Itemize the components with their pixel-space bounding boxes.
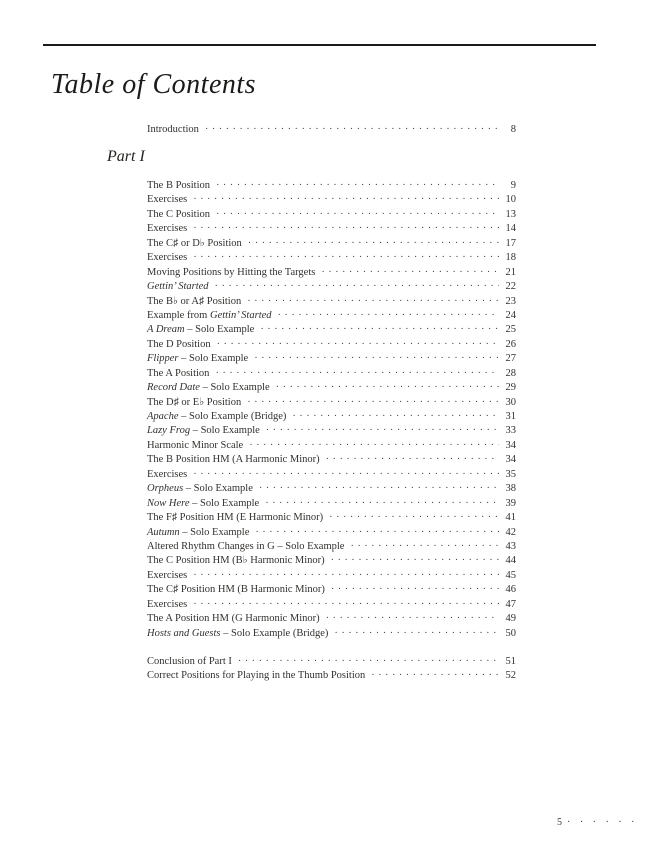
toc-row [147, 338, 516, 352]
toc-entry-page: 22 [505, 281, 516, 293]
dot-leader [292, 410, 499, 424]
dot-leader [326, 612, 499, 626]
toc-row [147, 424, 516, 438]
dot-leader [331, 583, 499, 597]
toc-row [147, 251, 516, 265]
dot-leader [193, 569, 499, 583]
part-heading: Part I [107, 148, 145, 165]
toc-row [147, 352, 516, 366]
toc-entry-page: 33 [505, 425, 516, 437]
toc-entry-page: 23 [505, 295, 516, 307]
toc-entry-label: Introduction [147, 124, 199, 135]
toc-row [147, 123, 516, 137]
dot-leader [247, 396, 499, 410]
toc-entry-page: 39 [505, 497, 516, 509]
toc-entry-label: Exercises [147, 468, 188, 480]
toc-entry-label: The D♯ or E♭ Position [147, 396, 242, 408]
dot-leader [321, 266, 499, 280]
toc-entry-page: 8 [510, 124, 516, 135]
toc-row [147, 540, 516, 554]
toc-entry-label: Exercises [147, 194, 188, 206]
toc-entry-page: 28 [505, 367, 516, 379]
dot-leader [248, 237, 499, 251]
toc-entry-label: The C♯ or D♭ Position [147, 237, 242, 249]
dot-leader [193, 468, 499, 482]
toc-entry-page: 25 [505, 324, 516, 336]
toc-entry-label: Gettin’ Started [147, 281, 209, 293]
dot-leader [326, 453, 499, 467]
toc-row [147, 526, 516, 540]
dot-leader [350, 540, 499, 554]
dot-leader [193, 193, 499, 207]
toc-row [147, 193, 516, 207]
toc-entry-page: 44 [505, 555, 516, 567]
toc-row [147, 323, 516, 337]
toc-entry-label: Exercises [147, 569, 188, 581]
toc-row [147, 497, 516, 511]
toc-entry-label: Record Date – Solo Example [147, 382, 270, 394]
toc-entry-page: 51 [505, 656, 516, 667]
toc-entry-label: The C♯ Position HM (B Harmonic Minor) [147, 584, 325, 596]
toc-entry-page: 50 [505, 627, 516, 639]
toc-row [147, 627, 516, 641]
toc-entry-page: 13 [505, 208, 516, 220]
dot-leader [193, 251, 499, 265]
toc-row [147, 237, 516, 251]
toc-row [147, 554, 516, 568]
toc-row [147, 396, 516, 410]
toc-entry-label: Harmonic Minor Scale [147, 439, 244, 451]
dot-leader [265, 497, 499, 511]
toc-row [147, 222, 516, 236]
toc-entry-label: The C Position [147, 208, 211, 220]
toc-entry-page: 35 [505, 468, 516, 480]
dot-leader [260, 323, 499, 337]
toc-row [147, 482, 516, 496]
dot-leader [278, 309, 499, 323]
dot-leader [193, 222, 499, 236]
toc-entry-page: 47 [505, 598, 516, 610]
toc-entry-label: Now Here – Solo Example [147, 497, 260, 509]
dot-leader [334, 627, 499, 641]
toc-row [147, 295, 516, 309]
toc-entry-page: 34 [505, 439, 516, 451]
dot-leader [205, 123, 499, 137]
toc-entry-label: The D Position [147, 338, 211, 350]
toc-row [147, 208, 516, 222]
toc-entry-label: Lazy Frog – Solo Example [147, 425, 260, 437]
toc-entry-label: Exercises [147, 252, 188, 264]
dot-leader [215, 367, 499, 381]
toc-entry-page: 14 [505, 223, 516, 235]
toc-entry-label: The B Position HM (A Harmonic Minor) [147, 454, 320, 466]
toc-row [147, 583, 516, 597]
toc-entry-page: 38 [505, 483, 516, 495]
toc-entry-page: 42 [505, 526, 516, 538]
dot-leader [266, 424, 499, 438]
toc-entry-page: 34 [505, 454, 516, 466]
toc-entry-label: Orpheus – Solo Example [147, 483, 253, 495]
toc-entry-page: 46 [505, 584, 516, 596]
toc-row [147, 468, 516, 482]
dot-leader [249, 439, 499, 453]
toc-row [147, 655, 516, 669]
toc-entry-label: Correct Positions for Playing in the Thumb Position [147, 670, 366, 682]
toc-entry-page: 17 [505, 237, 516, 249]
dot-leader [255, 526, 499, 540]
dot-leader [216, 208, 499, 222]
toc-row [147, 598, 516, 612]
toc-entry-page: 45 [505, 569, 516, 581]
toc-entry-label: Example from Gettin’ Started [147, 309, 272, 321]
toc-row [147, 179, 516, 193]
toc-entry-label: The B Position [147, 180, 211, 191]
toc-entry-label: Exercises [147, 223, 188, 235]
toc-entry-page: 26 [505, 338, 516, 350]
toc-entry-label: Altered Rhythm Changes in G – Solo Example [147, 540, 345, 552]
toc-footer-entries [147, 655, 516, 684]
toc-entry-page: 18 [505, 252, 516, 264]
toc-row [147, 410, 516, 424]
toc-entry-label: Hosts and Guests – Solo Example (Bridge) [147, 627, 329, 639]
toc-entry-label: The A Position HM (G Harmonic Minor) [147, 613, 320, 625]
toc-entry-page: 41 [505, 512, 516, 524]
toc-entry-label: A Dream – Solo Example [147, 324, 255, 336]
dot-leader [254, 352, 499, 366]
toc-entry-page: 27 [505, 353, 516, 365]
page-number: 5 [557, 817, 563, 828]
toc-entry-label: The F♯ Position HM (E Harmonic Minor) [147, 512, 324, 524]
toc-row [147, 280, 516, 294]
toc-entries [147, 179, 516, 641]
page-number-marker [557, 817, 638, 828]
toc-entry-page: 52 [505, 670, 516, 682]
toc-entry-label: Moving Positions by Hitting the Targets [147, 266, 316, 278]
dot-leader [217, 338, 499, 352]
dot-leader [259, 482, 499, 496]
toc-entry-page: 43 [505, 540, 516, 552]
toc-entry-page: 30 [505, 396, 516, 408]
toc-row [147, 309, 516, 323]
toc-row [147, 439, 516, 453]
toc-entry-label: Exercises [147, 598, 188, 610]
dot-leader [193, 598, 499, 612]
toc-row [147, 569, 516, 583]
toc-entry-label: Conclusion of Part I [147, 656, 232, 667]
toc-entry-page: 31 [505, 411, 516, 422]
top-rule [43, 44, 596, 46]
toc-entry-label: The B♭ or A♯ Position [147, 295, 242, 307]
dot-leader [215, 280, 499, 294]
dot-leader [276, 381, 499, 395]
page-title: Table of Contents [51, 69, 257, 100]
toc-entry-label: Autumn – Solo Example [147, 526, 250, 538]
dot-leader [331, 554, 499, 568]
dot-leader [216, 179, 499, 193]
toc-entry-page: 24 [505, 309, 516, 321]
toc-entry-label: The C Position HM (B♭ Harmonic Minor) [147, 555, 325, 567]
dot-leader [247, 295, 499, 309]
toc-row [147, 266, 516, 280]
toc-entry-page: 29 [505, 382, 516, 394]
toc-row [147, 612, 516, 626]
dot-leader [238, 655, 499, 669]
toc-entry-page: 49 [505, 613, 516, 625]
dot-leader [329, 511, 499, 525]
toc-row [147, 381, 516, 395]
page-number-dots-icon: · · · · · · [567, 817, 638, 828]
toc-entry-label: Apache – Solo Example (Bridge) [147, 411, 287, 422]
toc-entry-label: Flipper – Solo Example [147, 353, 249, 365]
toc-row [147, 511, 516, 525]
toc-entry-page: 9 [510, 180, 516, 191]
toc-row [147, 453, 516, 467]
dot-leader [371, 669, 499, 683]
toc-entry-page: 21 [505, 266, 516, 278]
toc-row [147, 367, 516, 381]
toc-intro [147, 123, 516, 137]
toc-entry-page: 10 [505, 194, 516, 206]
toc-row [147, 669, 516, 683]
toc-entry-label: The A Position [147, 367, 210, 379]
